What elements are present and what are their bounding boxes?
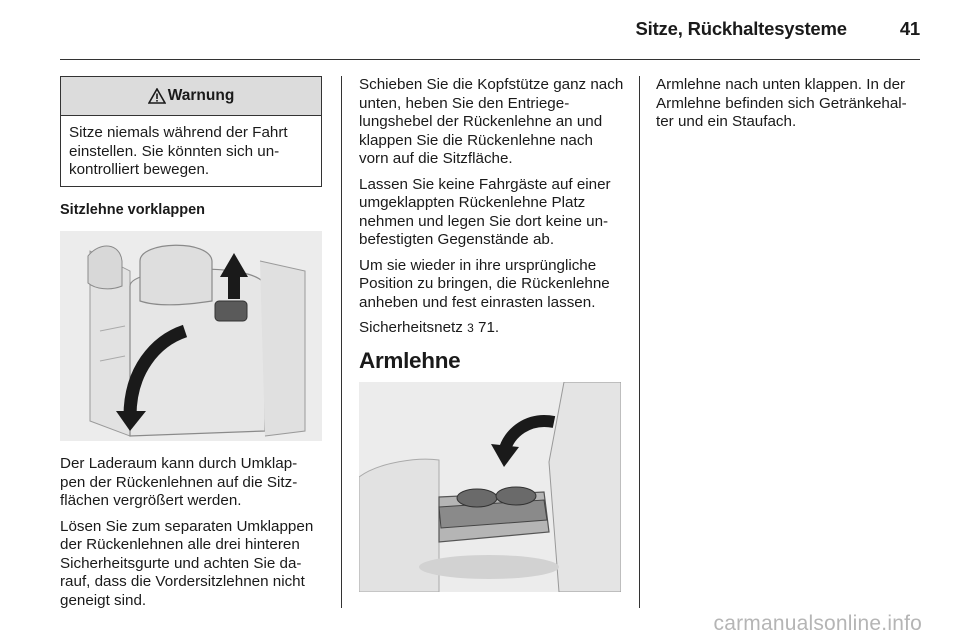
page-number: 41	[899, 18, 920, 39]
seat-fold-illustration	[60, 231, 322, 441]
warning-triangle-icon	[148, 88, 166, 104]
page-reference-arrow-icon[interactable]: 3	[467, 321, 474, 335]
warning-header	[61, 77, 321, 116]
column-1	[60, 76, 324, 617]
armrest-illustration	[359, 382, 621, 592]
page-header	[60, 18, 920, 42]
page-title: Sitze, Rückhaltesysteme	[635, 18, 847, 39]
column-2	[359, 76, 624, 592]
warning-text: Sitze niemals während der Fahrt einstellen. Sie könnten sich un- kontrolliert bewegen.	[69, 124, 288, 178]
warning-title: Warnung	[167, 86, 235, 104]
paragraph: Um sie wieder in ihre ursprüngliche Position zu bringen, die Rückenlehne anheben und fest einrasten lassen.	[359, 256, 610, 311]
paragraph: Der Laderaum kann durch Umklap- pen der Rückenlehnen auf die Sitz- flächen vergrößert werden.	[60, 455, 298, 509]
reference-page: 71.	[478, 319, 500, 336]
column-3	[656, 76, 924, 139]
watermark: carmanualsonline.info	[713, 612, 922, 635]
paragraph: Lassen Sie keine Fahrgäste auf einer umgeklappten Rückenlehne Platz nehmen und legen Sie dort keine un- befestigten Gegenstände ab.	[359, 175, 611, 248]
reference-line	[359, 319, 624, 338]
paragraph: Schieben Sie die Kopfstütze ganz nach unten, heben Sie den Entriege- lungshebel der Rückenlehne an und klappen Sie die Rückenlehne nach vorn auf die Sitzfläche.	[359, 76, 624, 167]
section-heading-armlehne: Armlehne	[359, 347, 461, 373]
paragraph: Lösen Sie zum separaten Umklappen der Rückenlehnen alle drei hinteren Sicherheitsgurte und achten Sie da- rauf, dass die Vordersitzlehnen nicht geneigt sind.	[60, 517, 314, 609]
column-divider-2	[639, 76, 640, 608]
warning-box	[60, 76, 322, 187]
paragraph: Armlehne nach unten klappen. In der Armlehne befinden sich Getränkehal- ter und ein Staufach.	[656, 76, 907, 130]
section-heading-sitzlehne: Sitzlehne vorklappen	[60, 201, 206, 218]
reference-label: Sicherheitsnetz	[359, 319, 463, 336]
column-divider-1	[341, 76, 342, 608]
header-rule	[60, 59, 920, 60]
